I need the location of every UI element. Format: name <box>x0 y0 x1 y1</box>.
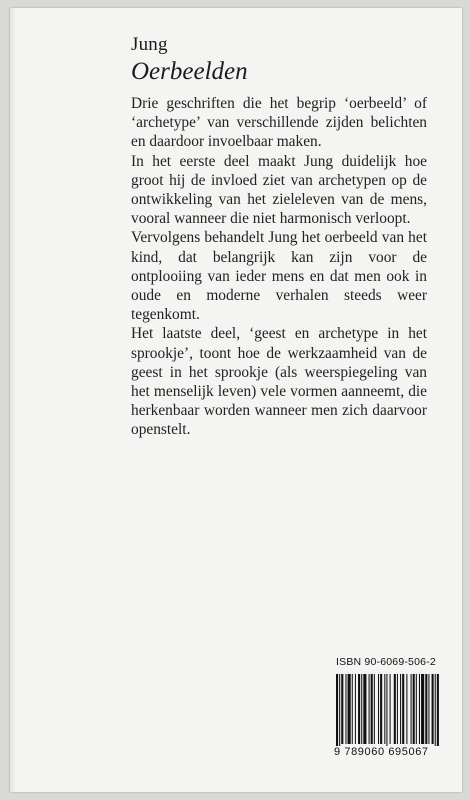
barcode-bar <box>411 674 412 744</box>
barcode-bar <box>374 674 375 744</box>
barcode-bar <box>413 674 415 744</box>
barcode-bar <box>336 674 338 748</box>
blurb-paragraph-1: Drie geschriften die het begrip ‘oerbeeld’ of ‘archetype’ van verschillende zijden belichten en daardoor invoelbaar maken. <box>131 95 427 151</box>
barcode-bar <box>355 674 356 744</box>
barcode-bar <box>437 674 439 748</box>
barcode-bar <box>384 674 385 744</box>
barcode-bar <box>425 674 427 744</box>
barcode-bar <box>371 674 373 744</box>
barcode-bar <box>432 674 434 744</box>
barcode-bar <box>358 674 360 744</box>
barcode-bar <box>421 674 424 744</box>
book-back-cover <box>10 8 462 792</box>
barcode-bar <box>363 674 366 744</box>
spine-edge <box>10 8 16 792</box>
barcode-bar <box>361 674 362 744</box>
barcode-bar <box>402 674 404 744</box>
barcode-bar <box>380 674 382 744</box>
blurb-paragraph-2: In het eerste deel maakt Jung duidelijk hoe groot hij de invloed ziet van archetypen op de ontwikkeling van het zieleleven van de mens, vooral wanneer die niet harmonisch verloopt. <box>131 152 427 228</box>
barcode-bar <box>352 674 353 744</box>
barcode-bar <box>348 674 351 744</box>
barcode-bar <box>419 674 420 744</box>
barcode-bar <box>435 674 436 748</box>
isbn-label: ISBN 90-6069-506-2 <box>336 656 436 668</box>
barcode-bar <box>400 674 401 744</box>
barcode-bar <box>386 674 387 748</box>
barcode-bars <box>334 674 442 748</box>
barcode-digits: 9 789060 695067 <box>334 746 442 758</box>
barcode-bar <box>369 674 370 744</box>
book-title: Oerbeelden <box>131 58 248 85</box>
barcode-bar <box>339 674 340 748</box>
barcode-bar <box>345 674 346 744</box>
blurb-paragraph-4: Het laatste deel, ‘geest en archetype in het sprookje’, toont hoe de werkzaamheid van de geest in het sprookje (als weerspiegeling van het menselijk leven) vele vormen aanneemt, die herkenbaar worden wanneer men zich daarvoor openstelt. <box>131 325 427 439</box>
author-name: Jung <box>131 34 168 55</box>
barcode-bar <box>416 674 417 744</box>
barcode-bar <box>406 674 407 744</box>
barcode-bar <box>341 674 343 744</box>
barcode-bar <box>394 674 396 744</box>
barcode-bar <box>428 674 429 744</box>
blurb-paragraph-3: Vervolgens behandelt Jung het oerbeeld van het kind, dat belangrijk kan zijn voor de ontplooiing van ieder mens en dat men ook in oude en moderne verhalen steeds weer tegenkomt. <box>131 229 427 324</box>
barcode-bar <box>390 674 391 744</box>
blurb-text <box>131 94 427 440</box>
barcode-bar <box>378 674 379 744</box>
barcode-bar <box>397 674 398 744</box>
